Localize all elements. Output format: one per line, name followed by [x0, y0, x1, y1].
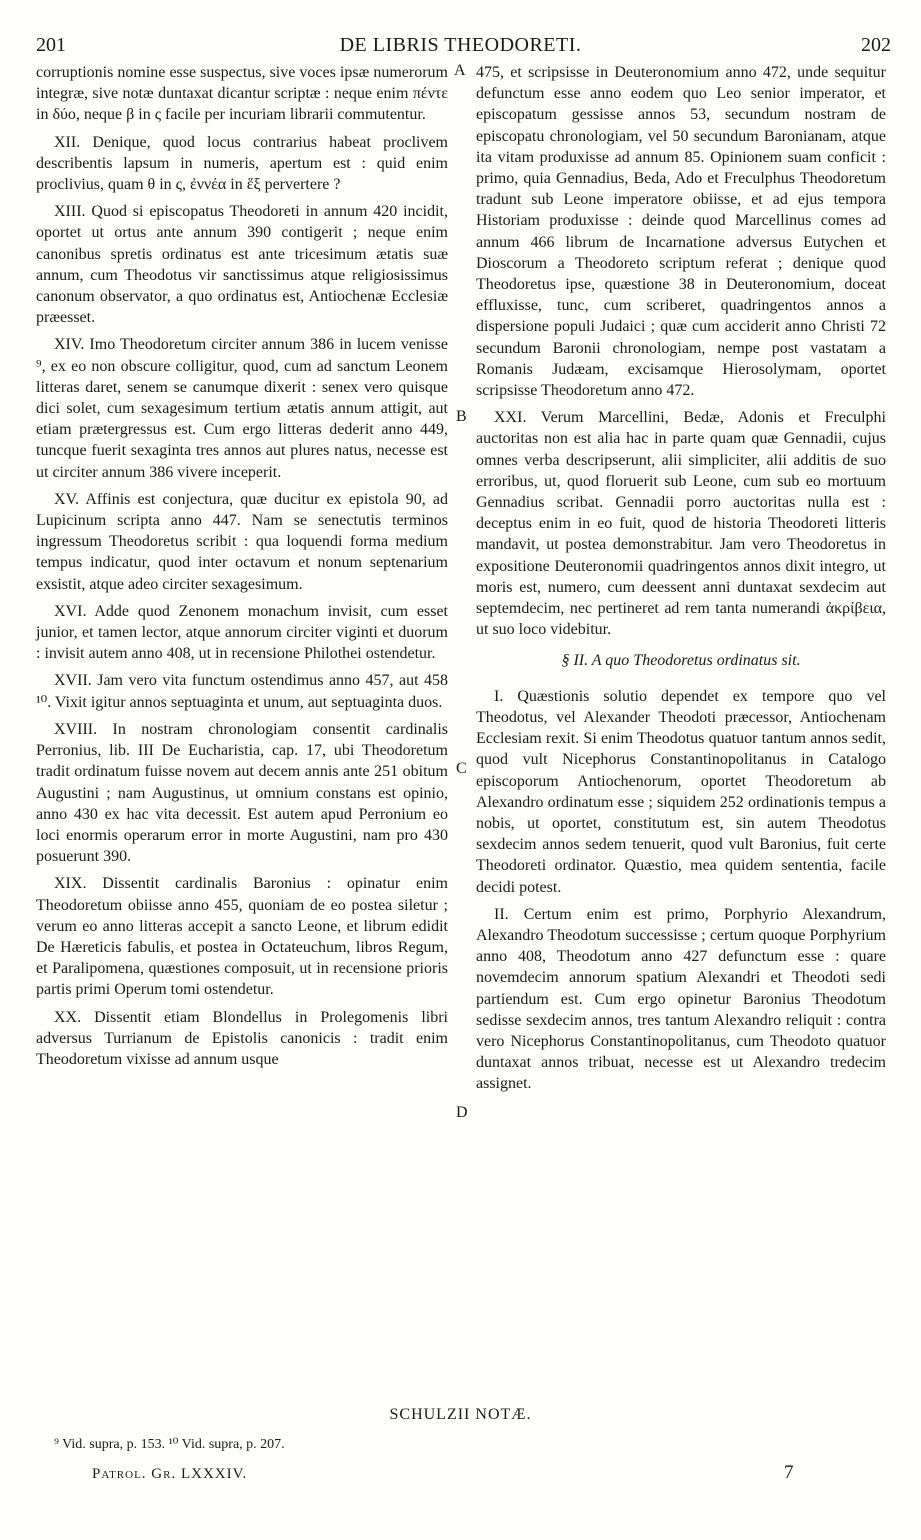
running-title: DE LIBRIS THEODORETI. [339, 34, 582, 56]
paragraph-xiii: XIII. Quod si episcopatus Theodoreti in annum 420 incidit, oportet ut ortus ante annum 390 contigerit ; neque enim canonibus spretis ordinatus est ante tricesimum ætatis suæ annum, cum Theodotus vir sanctissimus atque religiosissimus canonum observator, a quo ordinatus est, Antiochenæ Ecclesiæ præesset. [36, 203, 448, 327]
left-column [36, 62, 448, 1076]
right-column [476, 62, 886, 1101]
paragraph-xvii: XVII. Jam vero vita functum ostendimus anno 457, aut 458 ¹⁰. Vixit igitur annos septuaginta et unum, aut septuaginta duos. [36, 672, 448, 711]
footnotes: ⁹ Vid. supra, p. 153. ¹⁰ Vid. supra, p. 207. [54, 1437, 285, 1452]
paragraph-xix: XIX. Dissentit cardinalis Baronius : opinatur enim Theodoretum obiisse anno 455, quoniam de eo postea siletur ; verum eo anno litteras accepit a sancto Leone, et librum edidit De Hæreticis fabulis, et postea in Octateuchum, libros Regum, et Paralipomena, quæstiones composuit, ut in recensione prioris partis primi Operum tomi ostendetur. [36, 875, 448, 999]
paragraph-continuation-right: 475, et scripsisse in Deuteronomium anno 472, unde sequitur defunctum esse anno eodem quo Leo senior imperator, et episcopatum gessisse annos 53, secundum nostram de episcopatu chronologiam, vel 50 secundum Baronianam, atque ita vitam produxisse ad annum 85. Opinionem suam conficit : primo, quia Gennadius, Beda, Ado et Freculphus Theodoretum tradunt sub Leone imperatore obiisse, et ad ejus tempora Historiam produxisse : deinde quod Marcellinus comes ad annum 466 librum de Incarnatione adversus Eutychen et Dioscorum a Theodoreto scriptum referat ; denique quod Theodoretus ipse, quæstione 38 in Deuteronomium, doceat effluxisse, tunc, cum scriberet, quadringentos annos a dispersione populi Judaici ; quæ cum acciderit anno Christi 72 secundum Baronii chronologiam, nempe post vastatam a Romanis Judæam, excisamque Hierosolymam, oportet scripsisse Theodoretum anno 472. [476, 64, 886, 400]
paragraph-i: I. Quæstionis solutio dependet ex tempore quo vel Theodotus, vel Alexander Theodoti præcessor, Antiochenam Ecclesiam rexit. Si enim Theodotus quatuor tantum annos sedit, quod vult Nicephorus Constantinopolitanus in Catalogo episcoporum Antiochenorum, oportet Theodoretum ab Alexandro ordinatum esse ; siquidem 252 ordinationis tempus a nobis, ut oportet, constitutum est, sin autem Theodotus sexdecim annos sedem tenuerit, quod vult Baronius, fuit certe Theodoreti ordinator. Quæstio, mea quidem sententia, facile decidi potest. [476, 687, 886, 896]
margin-letter-a: A [454, 62, 466, 79]
paragraph-ii: II. Certum enim est primo, Porphyrio Alexandrum, Alexandro Theodotum successisse ; certum quoque Porphyrium anno 408, Theodotum anno 427 defunctum esse : quare novemdecim annorum spatium Alexandri et Theodoti sedi partiendum est. Cum ergo opinetur Baronius Theodotum sedisse sexdecim annos, tres tantum Alexandro reliquit : contra vero Nicephorus Constantinopolitanus, cum Theodoto quatuor duntaxat annos tribuat, necesse est ut Alexandro tredecim assignet. [476, 905, 886, 1093]
margin-letter-b: B [456, 408, 467, 425]
paragraph-xiv: XIV. Imo Theodoretum circiter annum 386 in lucem venisse ⁹, ex eo non obscure colligitur, quod, cum ad sanctum Leonem litteras daret, senem se canumque dixerit : senex vero quisque dici solet, cum sexagesimum tertium ætatis annum attigit, aut etiam prætergressus est. Cum ergo litteras dederit anno 449, tuncque fuerit sexaginta tres annos aut plures natus, necesse est ut circiter annum 386 vivere inceperit. [36, 336, 448, 481]
page-number-left: 201 [36, 34, 66, 56]
paragraph-continuation: corruptionis nomine esse suspectus, sive voces ipsæ numerorum integræ, sive notæ duntaxat dicantur scriptæ : neque enim πέντε in δύο, neque β in ς facile per incuriam librarii commutentur. [36, 64, 448, 124]
notes-heading: SCHULZII NOTÆ. [389, 1406, 532, 1423]
page-number-right: 202 [861, 34, 891, 56]
paragraph-xvi: XVI. Adde quod Zenonem monachum invisit, cum esset junior, et tamen lector, atque annorum circiter viginti et duorum : invisit autem anno 408, ut in recensione Philothei ostendetur. [36, 602, 448, 663]
signature-number: 7 [784, 1462, 794, 1483]
section-heading: § II. A quo Theodoretus ordinatus sit. [561, 652, 801, 670]
paragraph-xv: XV. Affinis est conjectura, quæ ducitur ex epistola 90, ad Lupicinum scripta anno 447. Nam se senectutis terminos ingressum Theodoretus scribit : qua loquendi forma medium tempus indicatur, quod inter octavum et nonum septenarium exsistit, atque adeo circiter sexagesimum. [36, 490, 448, 593]
margin-letter-d: D [456, 1104, 468, 1121]
margin-letter-c: C [456, 760, 467, 777]
paragraph-xx: XX. Dissentit etiam Blondellus in Prolegomenis libri adversus Turrianum de Epistolis canonicis : tradit enim Theodoretum vixisse ad annum usque [36, 1008, 448, 1068]
signature-mark: Patrol. Gr. LXXXIV. [92, 1466, 248, 1482]
paragraph-xviii: XVIII. In nostram chronologiam consentit cardinalis Perronius, lib. III De Eucharistia, cap. 17, ubi Theodoretum tradit ordinatum fuisse novem aut decem annis ante 251 obitum Augustini ; nam Augustinus, ut omnium constans est opinio, anno 430 ex hac vita decessit. Est autem apud Perronium eo loci enormis operarum error in morte Augustini, nam pro 430 posuerunt 390. [36, 720, 448, 866]
paragraph-xii: XII. Denique, quod locus contrarius habeat proclivem describentis lapsum in numeris, apertum est : quid enim proclivius, quam θ in ς, ἐννέα in ἕξ pervertere ? [36, 133, 448, 194]
paragraph-xxi: XXI. Verum Marcellini, Bedæ, Adonis et Freculphi auctoritas non est alia hac in parte quam quæ Gennadii, cujus omnes verba descripserunt, alii simpliciter, alii additis de suo erroribus, ut, quod floruerit sub Leone, cum sub eo mortuum Gennadius scribat. Gennadii porro auctoritas nulla est : deceptus enim in eo fuit, quod de historia Theodoreti litteris mandavit, ut postea demonstrabitur. Jam vero Theodoretus in expositione Deuteronomii quadringentos annos dixit integro, ut moris est, numero, cum deessent anni duntaxat sexdecim aut septemdecim, nec pertineret ad rem tanta numerandi ἀκρίβεια, ut suo loco videbitur. [476, 409, 886, 639]
